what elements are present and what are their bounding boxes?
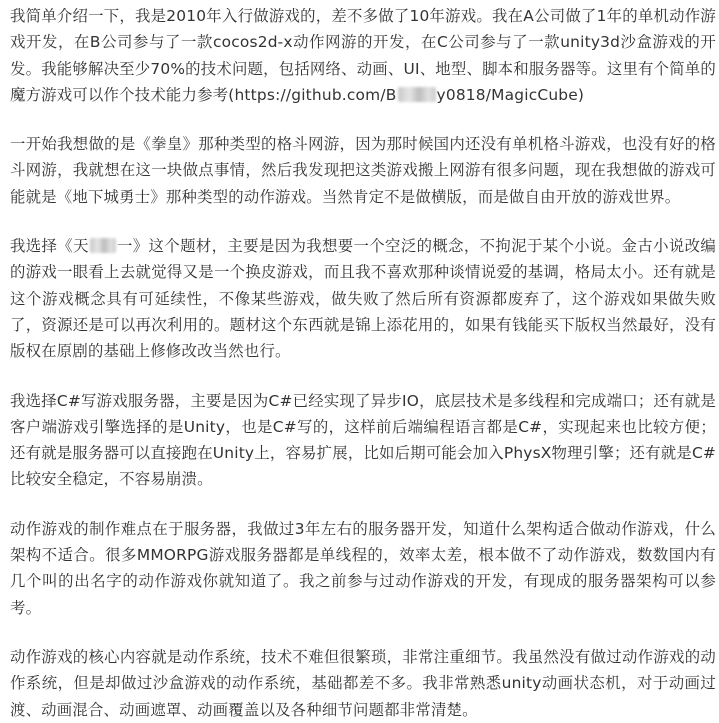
paragraph-server-difficulty: 动作游戏的制作难点在于服务器，我做过3年左右的服务器开发，知道什么架构适合做动作游戏，什么架构不适合。很多MMORPG游戏服务器都是单线程的，效率太差，根本做不了动作游戏，数数国内有几个叫的出名字的动作游戏你就知道了。我之前参与过动作游戏的开发，有现成的服务器架构可以参考。 bbox=[10, 519, 716, 617]
paragraph-intro bbox=[10, 3, 716, 108]
paragraph-motivation: 一开始我想做的是《拳皇》那种类型的格斗网游，因为那时候国内还没有单机格斗游戏，也没有好的格斗网游，我就想在这一块做点事情，然后我发现把这类游戏搬上网游有很多问题，现在我想做的游戏可能就是《地下城勇士》那种类型的动作游戏。当然肯定不是做横版，而是做自由开放的游戏世界。 bbox=[10, 135, 716, 206]
paragraph-theme bbox=[10, 233, 716, 364]
paragraph-server-language: 我选择C#写游戏服务器，主要是因为C#已经实现了异步IO，底层技术是多线程和完成端口；还有就是客户端游戏引擎选择的是Unity，也是C#写的，这样前后端编程语言都是C#，实现起来也比较方便；还有就是服务器可以直接跑在Unity上，容易扩展，比如后期可能会加入PhysX物理引擎；还有就是C#比较安全稳定，不容易崩溃。 bbox=[10, 391, 716, 489]
redaction-blur bbox=[90, 238, 116, 253]
intro-text: 我简单介绍一下，我是2010年入行做游戏的，差不多做了10年游戏。我在A公司做了1年的单机动作游戏开发，在B公司参与了一款cocos2d-x动作网游的开发，在C公司参与了一款unity3d沙盒游戏的开发。我能够解决至少70%的技术问题，包括网络、动画、UI、地型、脚本和服务器等。这里有个简单的魔方游戏可以作个技术能力参考(https://github.com/B bbox=[10, 7, 716, 104]
theme-text-start: 我选择《天 bbox=[10, 237, 89, 256]
intro-link-tail: y0818/MagicCube) bbox=[436, 85, 585, 104]
paragraph-action-system: 动作游戏的核心内容就是动作系统，技术不难但很繁琐，非常注重细节。我虽然没有做过动作游戏的动作系统，但是却做过沙盒游戏的动作系统，基础都差不多。我非常熟悉unity动画状态机，对于动画过渡、动画混合、动画遮罩、动画覆盖以及各种细节问题都非常清楚。 bbox=[10, 647, 716, 719]
redaction-blur bbox=[398, 87, 436, 102]
theme-text-rest: 一》这个题材，主要是因为我想要一个空泛的概念，不拘泥于某个小说。金古小说改编的游戏一眼看上去就觉得又是一个换皮游戏，而且我不喜欢那种谈情说爱的基调，格局太小。还有就是这个游戏概念具有可延续性，不像某些游戏，做失败了然后所有资源都废弃了，这个游戏如果做失败了，资源还是可以再次利用的。题材这个东西就是锦上添花用的，如果有钱能买下版权当然最好，没有版权在原剧的基础上修修改改当然也行。 bbox=[10, 237, 716, 361]
